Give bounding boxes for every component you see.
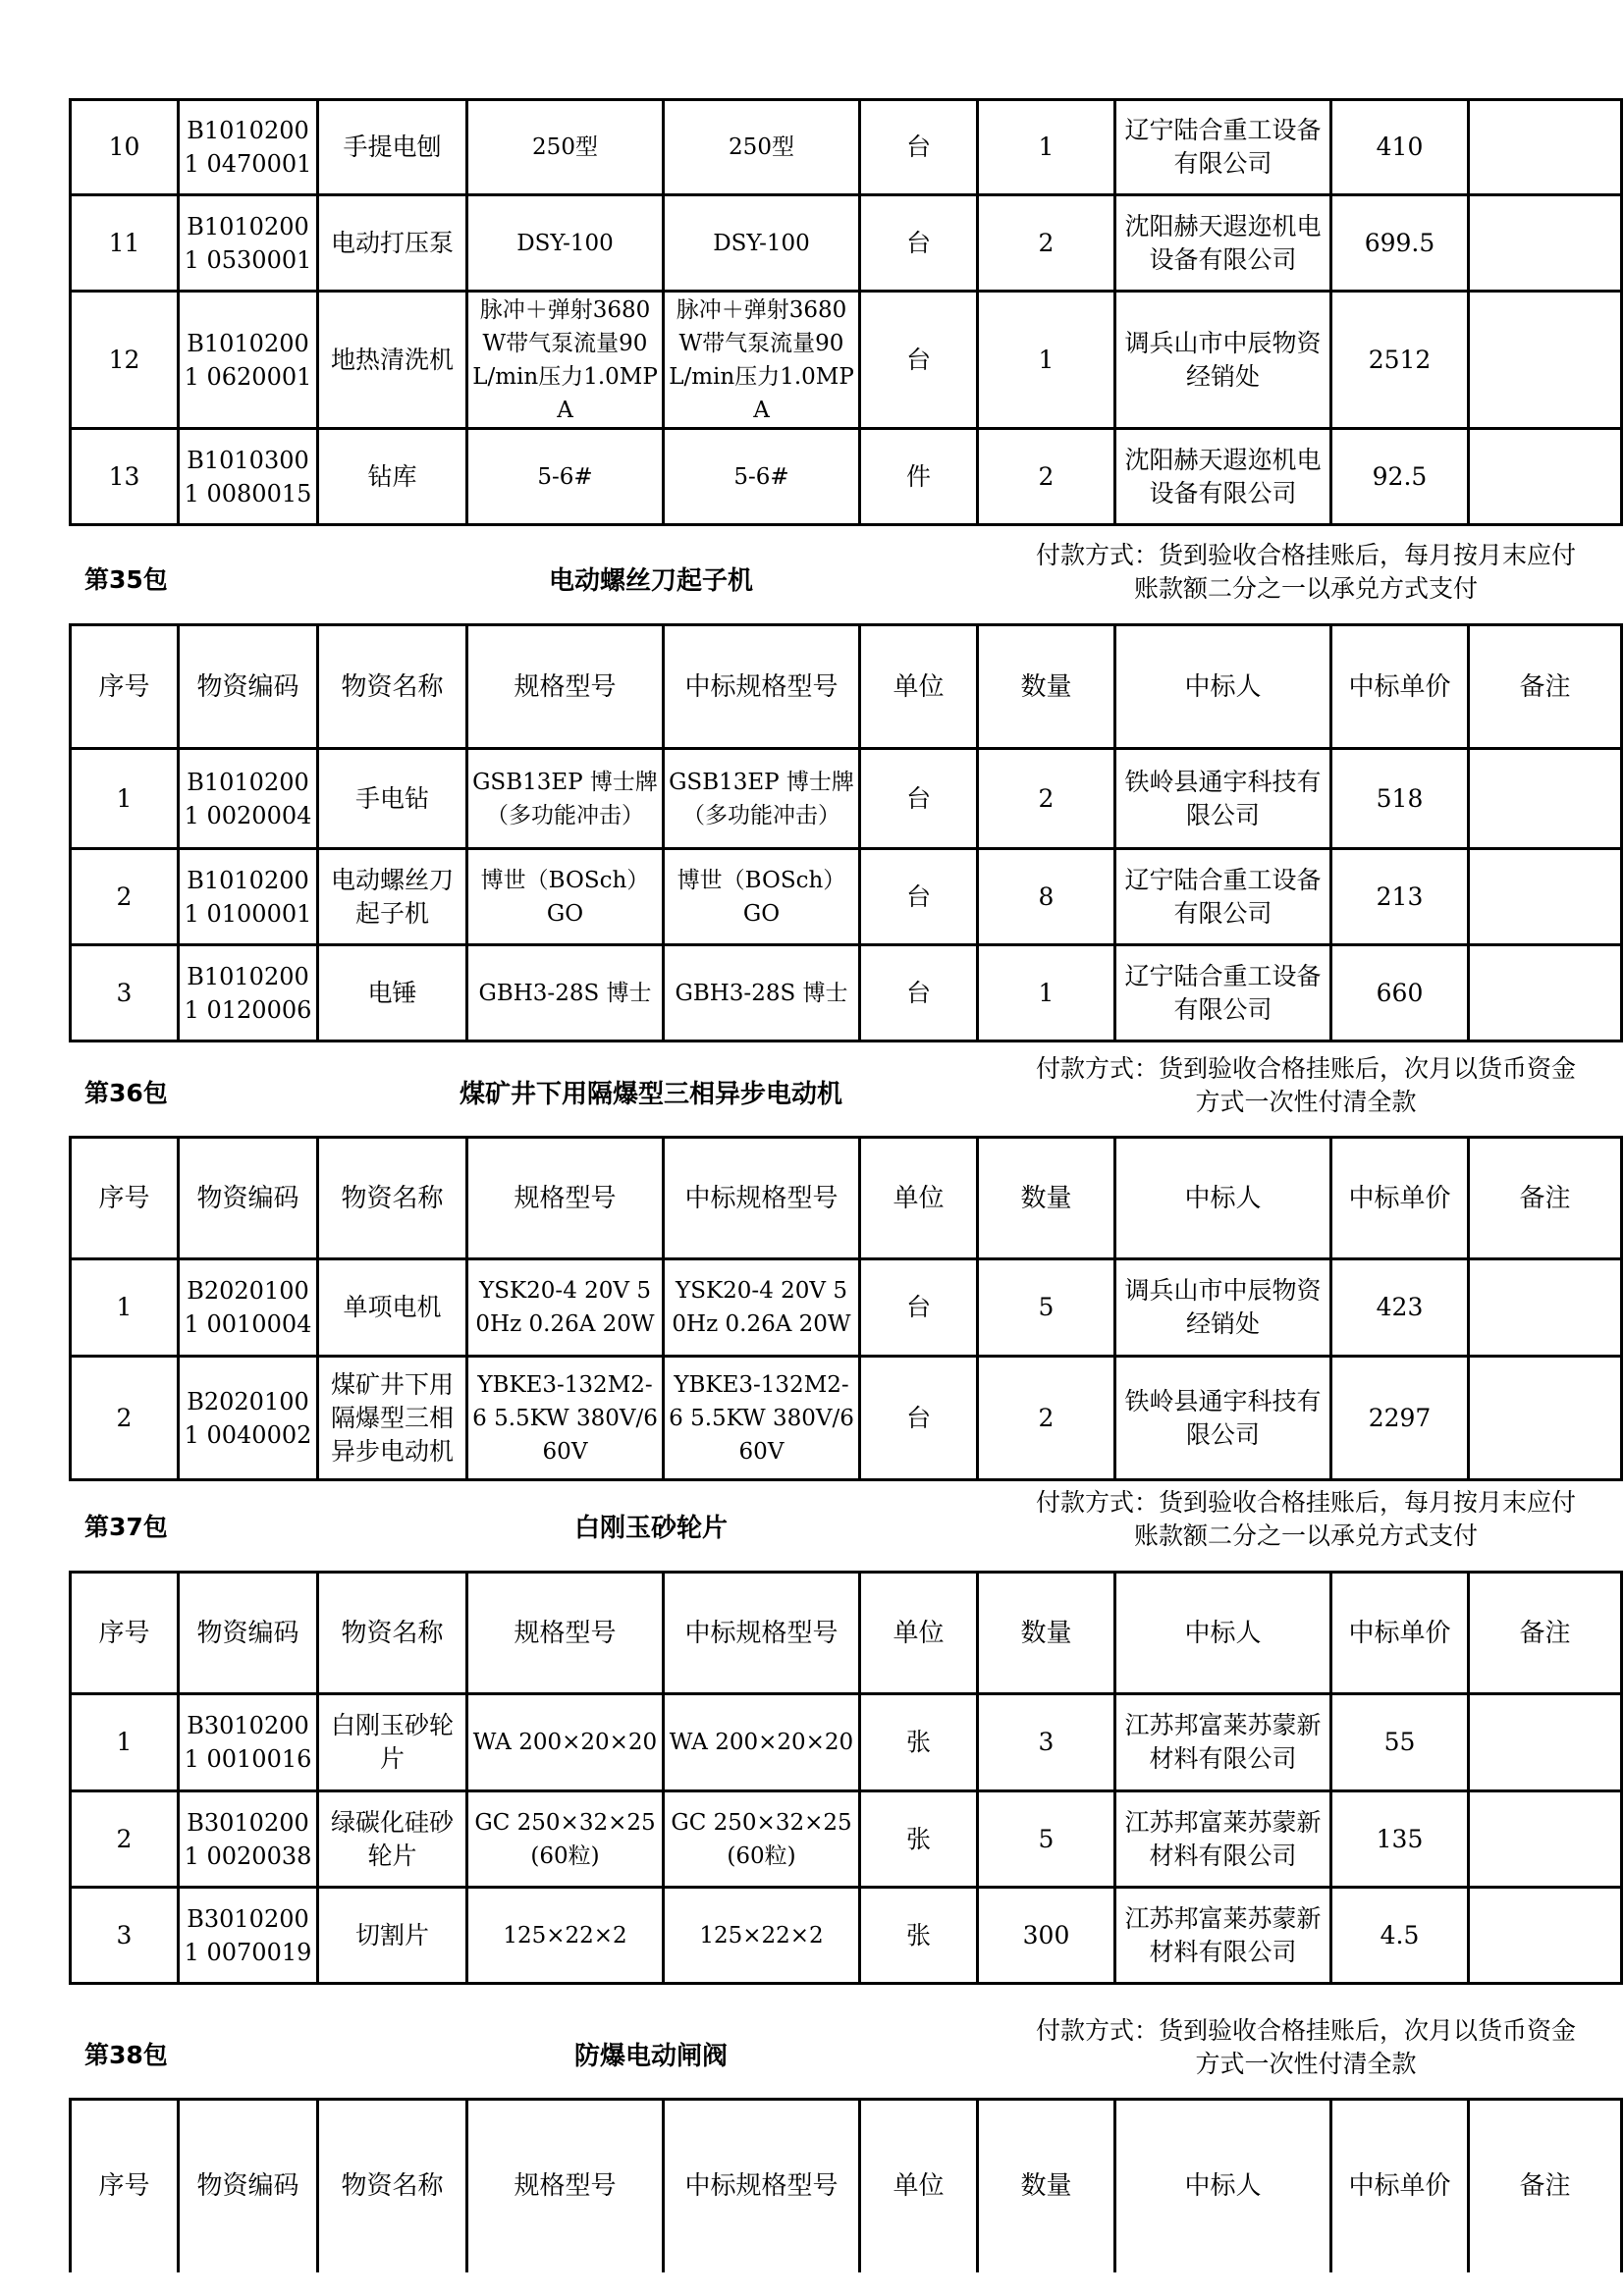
cell-no: 10 (71, 100, 179, 195)
cell-win-spec: GBH3-28S 博士 (664, 945, 860, 1041)
cell-win-spec: 250型 (664, 100, 860, 195)
cell-no: 1 (71, 749, 179, 849)
column-header: 规格型号 (467, 1573, 664, 1694)
cell-code: B10102001 0470001 (179, 100, 318, 195)
cell-code: B10102001 0020004 (179, 749, 318, 849)
column-header: 规格型号 (467, 625, 664, 749)
cell-remark (1469, 1357, 1622, 1480)
cell-winner: 江苏邦富莱苏蒙新材料有限公司 (1115, 1888, 1331, 1984)
cell-qty: 2 (978, 749, 1115, 849)
table-row (71, 749, 1622, 849)
payment-terms (992, 1052, 1620, 1119)
column-header: 中标人 (1115, 625, 1331, 749)
cell-name: 切割片 (318, 1888, 467, 1984)
table-row (71, 945, 1622, 1041)
package-label: 第36包 (84, 1079, 168, 1107)
cell-name: 手提电刨 (318, 100, 467, 195)
cell-spec: WA 200×20×20 (467, 1694, 664, 1791)
cell-unit: 台 (860, 945, 978, 1041)
cell-spec: GBH3-28S 博士 (467, 945, 664, 1041)
column-header: 数量 (978, 1573, 1115, 1694)
column-header: 序号 (71, 1573, 179, 1694)
cell-win-spec: YSK20-4 20V 50Hz 0.26A 20W (664, 1259, 860, 1357)
cell-remark (1469, 1694, 1622, 1791)
cell-price: 2297 (1331, 1357, 1469, 1480)
cell-remark (1469, 1259, 1622, 1357)
cell-spec: GC 250×32×25(60粒) (467, 1791, 664, 1888)
cell-name: 手电钻 (318, 749, 467, 849)
package-label: 第38包 (84, 2041, 168, 2069)
column-header: 中标人 (1115, 2100, 1331, 2272)
column-header: 中标单价 (1331, 1138, 1469, 1259)
package-label: 第37包 (84, 1513, 168, 1541)
cell-price: 410 (1331, 100, 1469, 195)
cell-price: 4.5 (1331, 1888, 1469, 1984)
cell-no: 2 (71, 849, 179, 945)
table-row (71, 100, 1622, 195)
column-header: 单位 (860, 1573, 978, 1694)
cell-spec: YBKE3-132M2-6 5.5KW 380V/660V (467, 1357, 664, 1480)
cell-name: 电锤 (318, 945, 467, 1041)
payment-terms (992, 539, 1620, 606)
column-header: 物资名称 (318, 1573, 467, 1694)
cell-remark (1469, 429, 1622, 525)
cell-code: B10102001 0530001 (179, 195, 318, 292)
cell-unit: 台 (860, 849, 978, 945)
column-header: 中标规格型号 (664, 2100, 860, 2272)
cell-qty: 1 (978, 945, 1115, 1041)
cell-no: 12 (71, 292, 179, 429)
cell-winner: 辽宁陆合重工设备有限公司 (1115, 945, 1331, 1041)
cell-no: 13 (71, 429, 179, 525)
payment-line: 账款额二分之一以承兑方式支付 (1133, 574, 1478, 603)
cell-unit: 台 (860, 292, 978, 429)
cell-code: B10102001 0100001 (179, 849, 318, 945)
column-header: 物资编码 (179, 1138, 318, 1259)
cell-remark (1469, 749, 1622, 849)
cell-name: 绿碳化硅砂轮片 (318, 1791, 467, 1888)
column-header: 物资名称 (318, 625, 467, 749)
column-header: 物资编码 (179, 625, 318, 749)
payment-terms (992, 1486, 1620, 1553)
column-header: 单位 (860, 1138, 978, 1259)
column-header: 备注 (1469, 1138, 1622, 1259)
cell-remark (1469, 292, 1622, 429)
column-header: 序号 (71, 2100, 179, 2272)
cell-unit: 台 (860, 749, 978, 849)
cell-price: 135 (1331, 1791, 1469, 1888)
column-header: 单位 (860, 625, 978, 749)
column-header: 物资编码 (179, 2100, 318, 2272)
cell-spec: 125×22×2 (467, 1888, 664, 1984)
table-row (71, 849, 1622, 945)
cell-unit: 张 (860, 1791, 978, 1888)
items-table (69, 98, 1623, 526)
items-table (69, 1571, 1623, 1985)
cell-unit: 台 (860, 100, 978, 195)
payment-line: 付款方式：货到验收合格挂账后，次月以货币资金 (1035, 1054, 1576, 1083)
cell-code: B20201001 0010004 (179, 1259, 318, 1357)
cell-win-spec: 5-6# (664, 429, 860, 525)
cell-qty: 1 (978, 100, 1115, 195)
cell-unit: 台 (860, 195, 978, 292)
cell-winner: 铁岭县通宇科技有限公司 (1115, 749, 1331, 849)
table-header-row (71, 2100, 1622, 2272)
cell-name: 电动螺丝刀起子机 (318, 849, 467, 945)
cell-price: 55 (1331, 1694, 1469, 1791)
table-row (71, 195, 1622, 292)
items-table (69, 2098, 1623, 2272)
cell-code: B30102001 0070019 (179, 1888, 318, 1984)
cell-winner: 沈阳赫天遐迩机电设备有限公司 (1115, 429, 1331, 525)
cell-win-spec: GC 250×32×25(60粒) (664, 1791, 860, 1888)
column-header: 物资名称 (318, 2100, 467, 2272)
cell-winner: 铁岭县通宇科技有限公司 (1115, 1357, 1331, 1480)
cell-spec: 5-6# (467, 429, 664, 525)
cell-qty: 2 (978, 195, 1115, 292)
cell-unit: 张 (860, 1888, 978, 1984)
column-header: 备注 (1469, 1573, 1622, 1694)
table-header-row (71, 625, 1622, 749)
cell-spec: YSK20-4 20V 50Hz 0.26A 20W (467, 1259, 664, 1357)
column-header: 数量 (978, 2100, 1115, 2272)
column-header: 备注 (1469, 2100, 1622, 2272)
cell-spec: 250型 (467, 100, 664, 195)
cell-qty: 2 (978, 1357, 1115, 1480)
cell-winner: 辽宁陆合重工设备有限公司 (1115, 849, 1331, 945)
table-row (71, 1888, 1622, 1984)
cell-no: 11 (71, 195, 179, 292)
cell-no: 3 (71, 1888, 179, 1984)
cell-win-spec: WA 200×20×20 (664, 1694, 860, 1791)
cell-unit: 张 (860, 1694, 978, 1791)
table-row (71, 1791, 1622, 1888)
payment-line: 账款额二分之一以承兑方式支付 (1133, 1522, 1478, 1550)
cell-remark (1469, 195, 1622, 292)
cell-name: 白刚玉砂轮片 (318, 1694, 467, 1791)
cell-name: 钻库 (318, 429, 467, 525)
cell-qty: 8 (978, 849, 1115, 945)
cell-qty: 3 (978, 1694, 1115, 1791)
cell-qty: 5 (978, 1259, 1115, 1357)
cell-spec: GSB13EP 博士牌（多功能冲击） (467, 749, 664, 849)
cell-win-spec: 博世（BOSch）GO (664, 849, 860, 945)
cell-code: B10102001 0620001 (179, 292, 318, 429)
cell-price: 699.5 (1331, 195, 1469, 292)
payment-line: 付款方式：货到验收合格挂账后，每月按月末应付 (1035, 1488, 1576, 1517)
package-title: 防爆电动闸阀 (573, 2042, 728, 2071)
column-header: 序号 (71, 625, 179, 749)
column-header: 中标单价 (1331, 2100, 1469, 2272)
cell-win-spec: GSB13EP 博士牌（多功能冲击） (664, 749, 860, 849)
cell-name: 地热清洗机 (318, 292, 467, 429)
cell-winner: 调兵山市中辰物资经销处 (1115, 292, 1331, 429)
cell-name: 单项电机 (318, 1259, 467, 1357)
table-header-row (71, 1573, 1622, 1694)
cell-winner: 江苏邦富莱苏蒙新材料有限公司 (1115, 1694, 1331, 1791)
table-header-row (71, 1138, 1622, 1259)
cell-spec: DSY-100 (467, 195, 664, 292)
payment-line: 付款方式：货到验收合格挂账后，每月按月末应付 (1035, 541, 1576, 569)
cell-code: B30102001 0010016 (179, 1694, 318, 1791)
cell-no: 2 (71, 1791, 179, 1888)
cell-spec: 博世（BOSch）GO (467, 849, 664, 945)
table-row (71, 1357, 1622, 1480)
cell-name: 煤矿井下用隔爆型三相异步电动机 (318, 1357, 467, 1480)
cell-price: 660 (1331, 945, 1469, 1041)
cell-no: 2 (71, 1357, 179, 1480)
package-label: 第35包 (84, 565, 168, 594)
cell-win-spec: YBKE3-132M2-6 5.5KW 380V/660V (664, 1357, 860, 1480)
column-header: 中标人 (1115, 1573, 1331, 1694)
cell-remark (1469, 1888, 1622, 1984)
cell-unit: 件 (860, 429, 978, 525)
cell-win-spec: DSY-100 (664, 195, 860, 292)
cell-no: 1 (71, 1694, 179, 1791)
cell-win-spec: 脉冲＋弹射3680W带气泵流量90L/min压力1.0MPA (664, 292, 860, 429)
payment-line: 方式一次性付清全款 (1195, 1088, 1417, 1116)
cell-qty: 2 (978, 429, 1115, 525)
payment-line: 方式一次性付清全款 (1195, 2050, 1417, 2078)
column-header: 中标单价 (1331, 1573, 1469, 1694)
cell-price: 92.5 (1331, 429, 1469, 525)
column-header: 规格型号 (467, 2100, 664, 2272)
column-header: 中标规格型号 (664, 625, 860, 749)
column-header: 物资编码 (179, 1573, 318, 1694)
column-header: 规格型号 (467, 1138, 664, 1259)
cell-remark (1469, 945, 1622, 1041)
table-row (71, 1694, 1622, 1791)
column-header: 数量 (978, 625, 1115, 749)
column-header: 备注 (1469, 625, 1622, 749)
cell-code: B20201001 0040002 (179, 1357, 318, 1480)
table-row (71, 292, 1622, 429)
cell-no: 3 (71, 945, 179, 1041)
cell-name: 电动打压泵 (318, 195, 467, 292)
cell-winner: 辽宁陆合重工设备有限公司 (1115, 100, 1331, 195)
cell-qty: 5 (978, 1791, 1115, 1888)
cell-price: 213 (1331, 849, 1469, 945)
cell-unit: 台 (860, 1259, 978, 1357)
column-header: 中标规格型号 (664, 1138, 860, 1259)
cell-no: 1 (71, 1259, 179, 1357)
column-header: 中标规格型号 (664, 1573, 860, 1694)
package-title: 电动螺丝刀起子机 (548, 566, 753, 596)
cell-remark (1469, 100, 1622, 195)
column-header: 中标单价 (1331, 625, 1469, 749)
cell-qty: 300 (978, 1888, 1115, 1984)
cell-winner: 调兵山市中辰物资经销处 (1115, 1259, 1331, 1357)
cell-code: B30102001 0020038 (179, 1791, 318, 1888)
package-title: 白刚玉砂轮片 (573, 1514, 728, 1543)
cell-price: 2512 (1331, 292, 1469, 429)
payment-line: 付款方式：货到验收合格挂账后，次月以货币资金 (1035, 2016, 1576, 2045)
cell-code: B10103001 0080015 (179, 429, 318, 525)
column-header: 数量 (978, 1138, 1115, 1259)
items-table (69, 1136, 1623, 1481)
package-title: 煤矿井下用隔爆型三相异步电动机 (459, 1080, 842, 1109)
cell-price: 423 (1331, 1259, 1469, 1357)
cell-remark (1469, 849, 1622, 945)
column-header: 单位 (860, 2100, 978, 2272)
table-row (71, 429, 1622, 525)
column-header: 物资名称 (318, 1138, 467, 1259)
table-row (71, 1259, 1622, 1357)
cell-win-spec: 125×22×2 (664, 1888, 860, 1984)
cell-qty: 1 (978, 292, 1115, 429)
cell-unit: 台 (860, 1357, 978, 1480)
cell-remark (1469, 1791, 1622, 1888)
cell-winner: 沈阳赫天遐迩机电设备有限公司 (1115, 195, 1331, 292)
cell-code: B10102001 0120006 (179, 945, 318, 1041)
cell-price: 518 (1331, 749, 1469, 849)
column-header: 序号 (71, 1138, 179, 1259)
items-table (69, 623, 1623, 1042)
payment-terms (992, 2014, 1620, 2081)
cell-winner: 江苏邦富莱苏蒙新材料有限公司 (1115, 1791, 1331, 1888)
column-header: 中标人 (1115, 1138, 1331, 1259)
cell-spec: 脉冲＋弹射3680W带气泵流量90L/min压力1.0MPA (467, 292, 664, 429)
